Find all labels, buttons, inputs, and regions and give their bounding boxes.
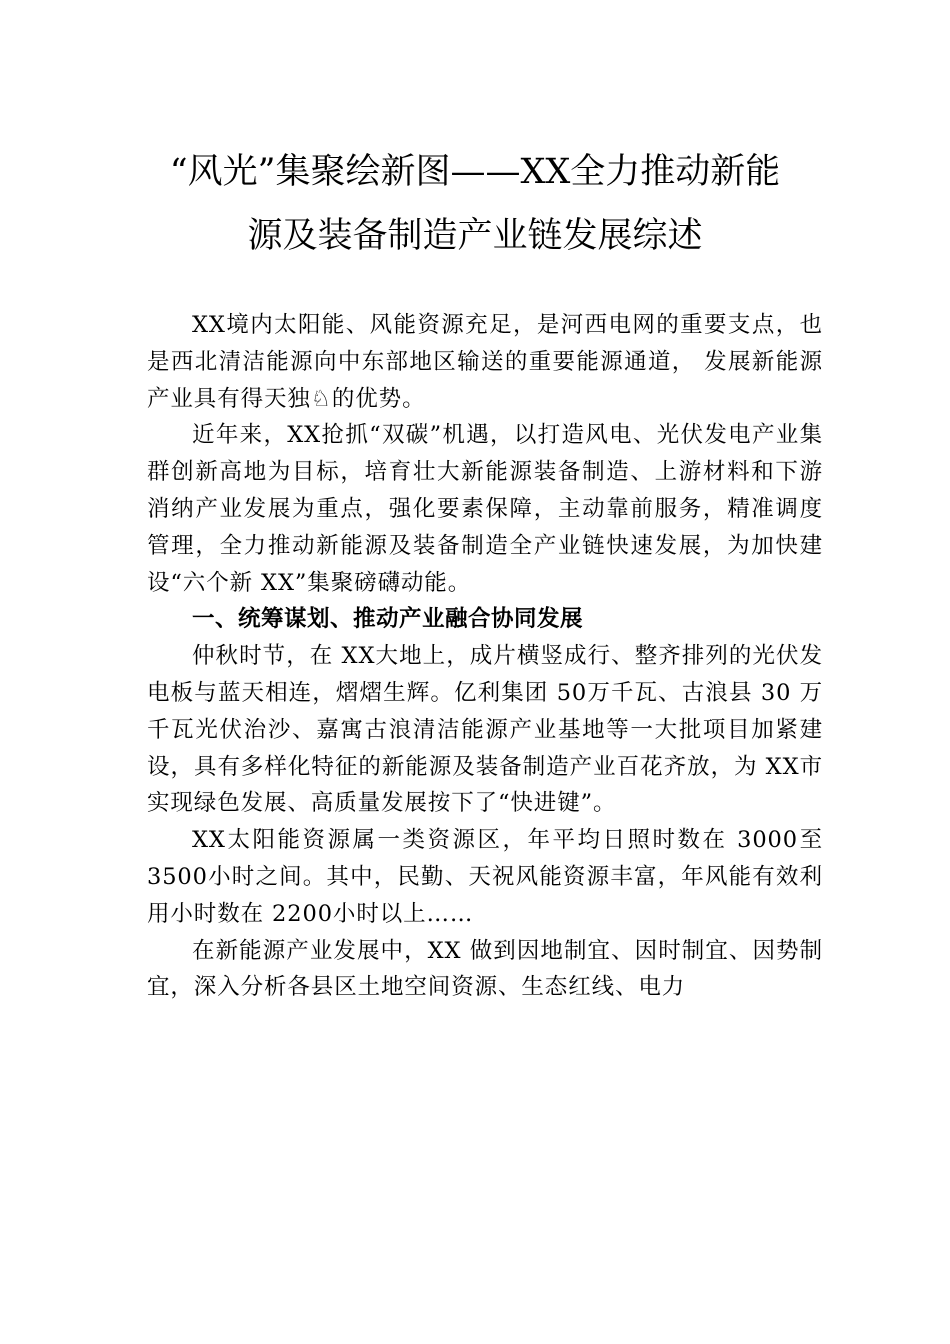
document-body [147,307,823,1006]
intro-paragraph-2: 近年来，XX抢抓“双碳”机遇，以打造风电、光伏发电产业集群创新高地为目标，培育壮大新能源装备制造、上游材料和下游消纳产业发展为重点，强化要素保障，主动靠前服务，精准调度管理，全力推动新能源及装备制造全产业链快速发展，为加快建设“六个新 XX”集聚磅礴动能。 [147,422,823,596]
title-line-1: “风光”集聚绘新图——XX全力推动新能 [169,152,781,192]
section-paragraph-1: 仲秋时节，在 XX大地上，成片横竖成行、整齐排列的光伏发电板与蓝天相连，熠熠生辉。亿利集团 50万千瓦、古浪县 30 万千瓦光伏治沙、嘉寓古浪清洁能源产业基地等一大批项目加紧建设，具有多样化特征的新能源及装备制造产业百花齐放，为 XX市实现绿色发展、高质量发展按下了“快进键”。 [147,643,823,817]
title-line-2: 源及装备制造产业链发展综述 [247,216,703,256]
section-heading-1: 一、统筹谋划、推动产业融合协同发展 [192,606,584,633]
section-paragraph-3: 在新能源产业发展中，XX 做到因地制宜、因时制宜、因势制宜，深入分析各县区土地空间资源、生态红线、电力 [147,937,823,1001]
section-paragraph-2: XX太阳能资源属一类资源区，年平均日照时数在 3000至 3500小时之间。其中，民勤、天祝风能资源丰富，年风能有效利用小时数在 2200小时以上…… [147,827,823,927]
document-title [130,140,820,268]
intro-paragraph-1: XX境内太阳能、风能资源充足，是河西电网的重要支点，也是西北清洁能源向中东部地区输送的重要能源通道， 发展新能源产业具有得天独♘的优势。 [147,312,823,412]
